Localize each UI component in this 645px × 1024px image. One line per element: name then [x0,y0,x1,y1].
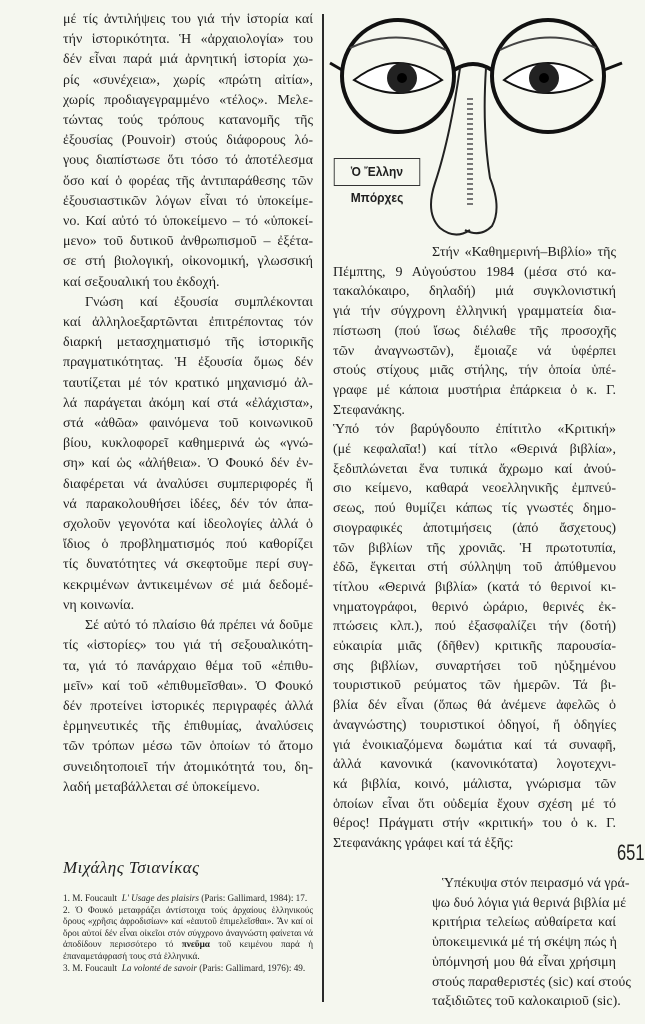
text-line: τῶν βιβλίων τῆς χρονιᾶς. Ἡ πρωτοτυπία, [333,540,616,556]
text-line: σχολοῦν γεγονότα καί ἰδεολογίες ἀλλά ὁ [63,517,313,533]
footnote-number: 2. [63,904,70,915]
quote-line: ὑπόμνησή μου θά εἶναι χρήσιμη [432,954,616,970]
quote-line: ταξιδιῶτες τοῦ καλοκαιριοῦ (sic). [432,994,621,1010]
text-line: ταυτίζεται μέ τόν κρατικό μηχανισμό ἀλ- [63,375,313,391]
text-line: ἐξουσιαστικῶν λόγων εἶναι τό ὑποκείμε- [63,193,313,209]
text-line: σεως, πού θυμίζει κάπως τίς γνωστές δημο- [333,501,616,517]
footnote-number: 1. [63,893,70,903]
text-line: γιά ἐνοικιαζόμενα δωμάτια καί τά συναφῆ, [333,737,616,753]
text-line: μέ τίς ἀντιλήψεις του γιά τήν ἱστορία καί [63,12,313,27]
text-line: ὅσο καί ὁ φορέας τῆς ἀντιπαράθεσης τῶν [63,173,313,189]
text-line: νο. Καί αὐτό τό ὑποκείμενο – τό «ὑποκεί- [63,214,313,230]
text-line: καί σεξουαλική του ἐκδοχή. [63,274,220,290]
text-line: στούς στίχους μιᾶς στήλης, τήν ὁποία ὑπέ- [333,363,616,379]
footnote-title: La volonté de savoir [121,962,197,973]
text-line: πίστωση (πού ἴσως διέλαθε τῆς προσοχῆς [333,323,616,339]
footnote-text: Ὁ Φουκό μεταφράζει ἀντίστοιχα τούς ἀρχαίους ἑλληνικούς ὅρους «χρῆσις ἀφροδισίων» καί «ἑαυτοῦ ἐπιμελεῖσθαι». Ἄν καί οἱ ὅροι αὐτοί δέν εἶναι οἰκεῖοι στόν σύγχρονο ἀναγνώστη φαίνεται νά ἀποδίδουν περισσότερο τό [63,904,313,950]
footnote-author: M. Foucault [72,893,118,903]
text-line: σε στή βιολογική, οἰκονομική, γλωσσική [63,254,313,270]
text-line: τα, γιά τό πανάρχαιο θέμα τοῦ «ἐπιθυ- [63,658,313,674]
text-line: μεῖν» καί τοῦ «ἐπιθυμεῖσθαι». Ὁ Φουκό [63,678,313,694]
text-line: (μέ κεφαλαῖα!) καί τίτλο «Θερινά βιβλία», [333,442,616,458]
text-line: σιογραφικές ἀποτιμήσεις (ἀπό ἄσχετους) [333,520,616,536]
text-line: συνειδητοποιεῖ τήν ἀτομικότητά του, δη- [63,759,313,775]
footnote-author: M. Foucault [72,962,118,973]
footnote-1 [63,893,313,905]
text-line: βλία δέν εἶναι (ὅπως θά ἀνέμενε ἀφελῶς ὁ [333,698,616,714]
footnote-publication: (Paris: Gallimard, 1984): 17. [201,893,308,903]
text-line: τακαλόκαιρο, δηλαδή) μιά συγκλονιστική [333,284,616,300]
text-line: σιο κείμενο, καθαρά νεοελληνικῆς ἐμπνεύ- [333,481,616,497]
text-line: δέν εἶναι παρά μιά ἀρνητική ἱστορία χω- [63,52,313,68]
text-line: θέρος! Πράγματι στήν «κριτική» του ὁ κ. Γ. [333,816,616,832]
text-line: Στήν «Καθημερινή–Βιβλίο» τῆς [432,245,616,260]
text-line: τίτλου «Θερινά βιβλία» (κατά τό θερινοί κι- [333,579,616,595]
text-line: ἀλλά κανονικά (κανονικότατα) λογοτεχνι- [333,757,616,773]
quote-line: ψω δυό λόγια γιά θερινά βιβλία μέ [432,895,627,911]
text-line: μενο» τοῦ δυτικοῦ ἀνθρωπισμοῦ – ἐξέτα- [63,234,313,250]
text-line: λά παράγεται ἀκόμη καί στά «ἐλάχιστα», [63,395,313,411]
text-line: Σέ αὐτό τό πλαίσιο θά πρέπει νά δοῦμε [85,618,313,634]
footnote-text: τοῦ κειμένου παρά ἡ ἐπαναμετάφρασή τους στά ἑλληνικά. [63,939,314,961]
text-line: γιά τήν σύγχρονη ἑλληνική γραμματεία δια- [333,304,616,320]
text-line: τίς «ἱστορίες» του γιά τή σεξουαλικότη- [63,638,313,654]
text-line: ἀναγνώστης) τουριστικοί ὁδηγοί, ἤ ὁδηγίες [333,717,616,733]
block-quote [432,874,631,1012]
left-column [63,10,313,798]
text-line: τίς δυνατότητες νά σκεφτοῦμε περί συγ- [63,557,313,573]
text-line: διαρκή μετασχηματισμό τῆς ἱστορικῆς [63,335,313,351]
text-line: ἴδιος ὁ προβληματισμός πού καθορίζει [63,537,313,553]
text-line: τῶν τρόπων μέσω τῶν ὁποίων τό ἄτομο [63,739,313,755]
footnote-title: L' Usage des plaisirs [121,893,199,903]
author-signature: Μιχάλης Τσιανίκας [63,858,200,877]
text-line: γραφε μέ κάποια μυστήρια ἐπάρκεια ὁ κ. Γ. [333,382,616,398]
text-line: καί ἀλληλοεξαρτῶνται ἐπιτρέποντας τόν [63,315,313,331]
text-line: τῶν ἀναγνωστῶν), ἔμοιαζε νά ὑφέρπει [333,343,616,359]
text-line: τώντας τούς τρόπους κατανομῆς τῆς [63,113,313,129]
text-line: διαφέρεται νά ἀναλύσει συμπεριφορές ἤ [63,476,313,492]
quote-line: κριτήρια τελείως αὐθαίρετα καί [432,915,616,931]
quote-line: ὑποκειμενικά μέ τή σκέψη πώς ἡ [432,935,617,951]
footnote-3 [63,963,313,975]
text-line: Γνώση καί ἐξουσία συμπλέκονται [85,294,313,310]
page-number: 651 [617,840,645,865]
text-line: λαδή μεταβάλλεται σέ ὑποκείμενο. [63,779,260,795]
text-line: νηματογράφοι, θερινό ὡράριο, θερινές ἐκ- [333,599,616,615]
text-line: στά «ἀθῶα» φαινόμενα τοῦ κοινωνικοῦ [63,416,313,432]
text-line: ἐδῶ, ἔγκειται στή σύλληψη τοῦ ἀπύθμενου [333,560,616,576]
text-line: Πέμπτης, 9 Αὐγούστου 1984 (μέσα στό κα- [333,264,616,280]
text-line: ση» καί ὡς «ἀλήθεια». Ὁ Φουκό δέν ἐν- [63,456,313,472]
quote-line: Ὑπέκυψα στόν πειρασμό νά γρά- [442,876,630,891]
text-line: πτώσεις κλπ.), πού ἐξασφαλίζει τήν (δοτή) [333,619,616,635]
footnote-2 [63,905,313,963]
text-line: τήν ἱστορικότητα. Ἡ «ἀρχαιολογία» του [63,32,313,48]
illustration-caption: Ὁ Ἔλλην Μπόρχες [334,158,420,186]
text-line: τουριστικοῦ ρεύματος τῶν ἡμερῶν. Τά βι- [333,678,616,694]
text-line: ρίς «συνέχεια», χωρίς «πρώτη αἰτία», [63,72,313,88]
right-column [333,243,616,854]
quote-line: στούς παραθεριστές (sic) καί στούς [432,974,631,990]
text-line: Στεφανάκης γράφει καί τά ἑξῆς: [333,836,514,852]
text-line: ξεδιπλώνεται ἕνα τυπικά ἄχρωμο καί ἀνού- [333,461,616,477]
footnote-publication: (Paris: Gallimard, 1976): 49. [199,962,306,973]
text-line: χωρίς προδιαγεγραμμένο «τέλος». Μελε- [63,92,313,108]
text-line: βίου, κυκλοφορεῖ καθημερινά ὡς «γνώ- [63,436,313,452]
text-line: κεκριμένων ἀντικειμένων σέ μιά δεδομέ- [63,577,313,593]
text-line: Ὑπό τόν βαρύγδουπο ἐπίτιτλο «Κριτική» [333,422,616,438]
nose-icon [431,68,497,235]
text-line: πραγματικότητας. Ἡ ἐξουσία ὅμως δέν [63,355,313,371]
text-line: ὁποίων εἶναι ὅτι οὐδεμία ἔχουν σχέση μέ τό [333,796,616,812]
footnote-number: 3. [63,962,70,973]
text-line: εὐκαιρία μιᾶς (δῆθεν) κριτικῆς παρουσία- [333,639,616,655]
footnote-emphasis: πνεῦμα [181,939,210,950]
text-line: σης βιβλίων, συναρτήσει τοῦ ηὐξημένου [333,658,616,674]
text-line: κά βιβλία, κοινό, μάλιστα, γνώρισμα τῶν [333,776,616,792]
text-line: γους διαπίστωσε ὅτι τόσο τό ἀποτέλεσμα [63,153,313,169]
text-line: νη κοινωνία. [63,597,135,613]
text-line: ἑρμηνευτικές τῆς ἐπιθυμίας, ἀναλύσεις [63,719,313,735]
text-line: ἐξουσίας (Pouvoir) στούς διάφορους λό- [63,133,313,149]
text-line: δέν προτείνει ἱστορικές περιγραφές ἀλλά [63,698,313,714]
footnotes [63,893,313,974]
text-line: νά παρακολουθήσει ἰδέες, δέν τόν ἀπα- [63,496,313,512]
text-line: Στεφανάκης. [333,402,405,418]
column-divider [322,14,324,1002]
